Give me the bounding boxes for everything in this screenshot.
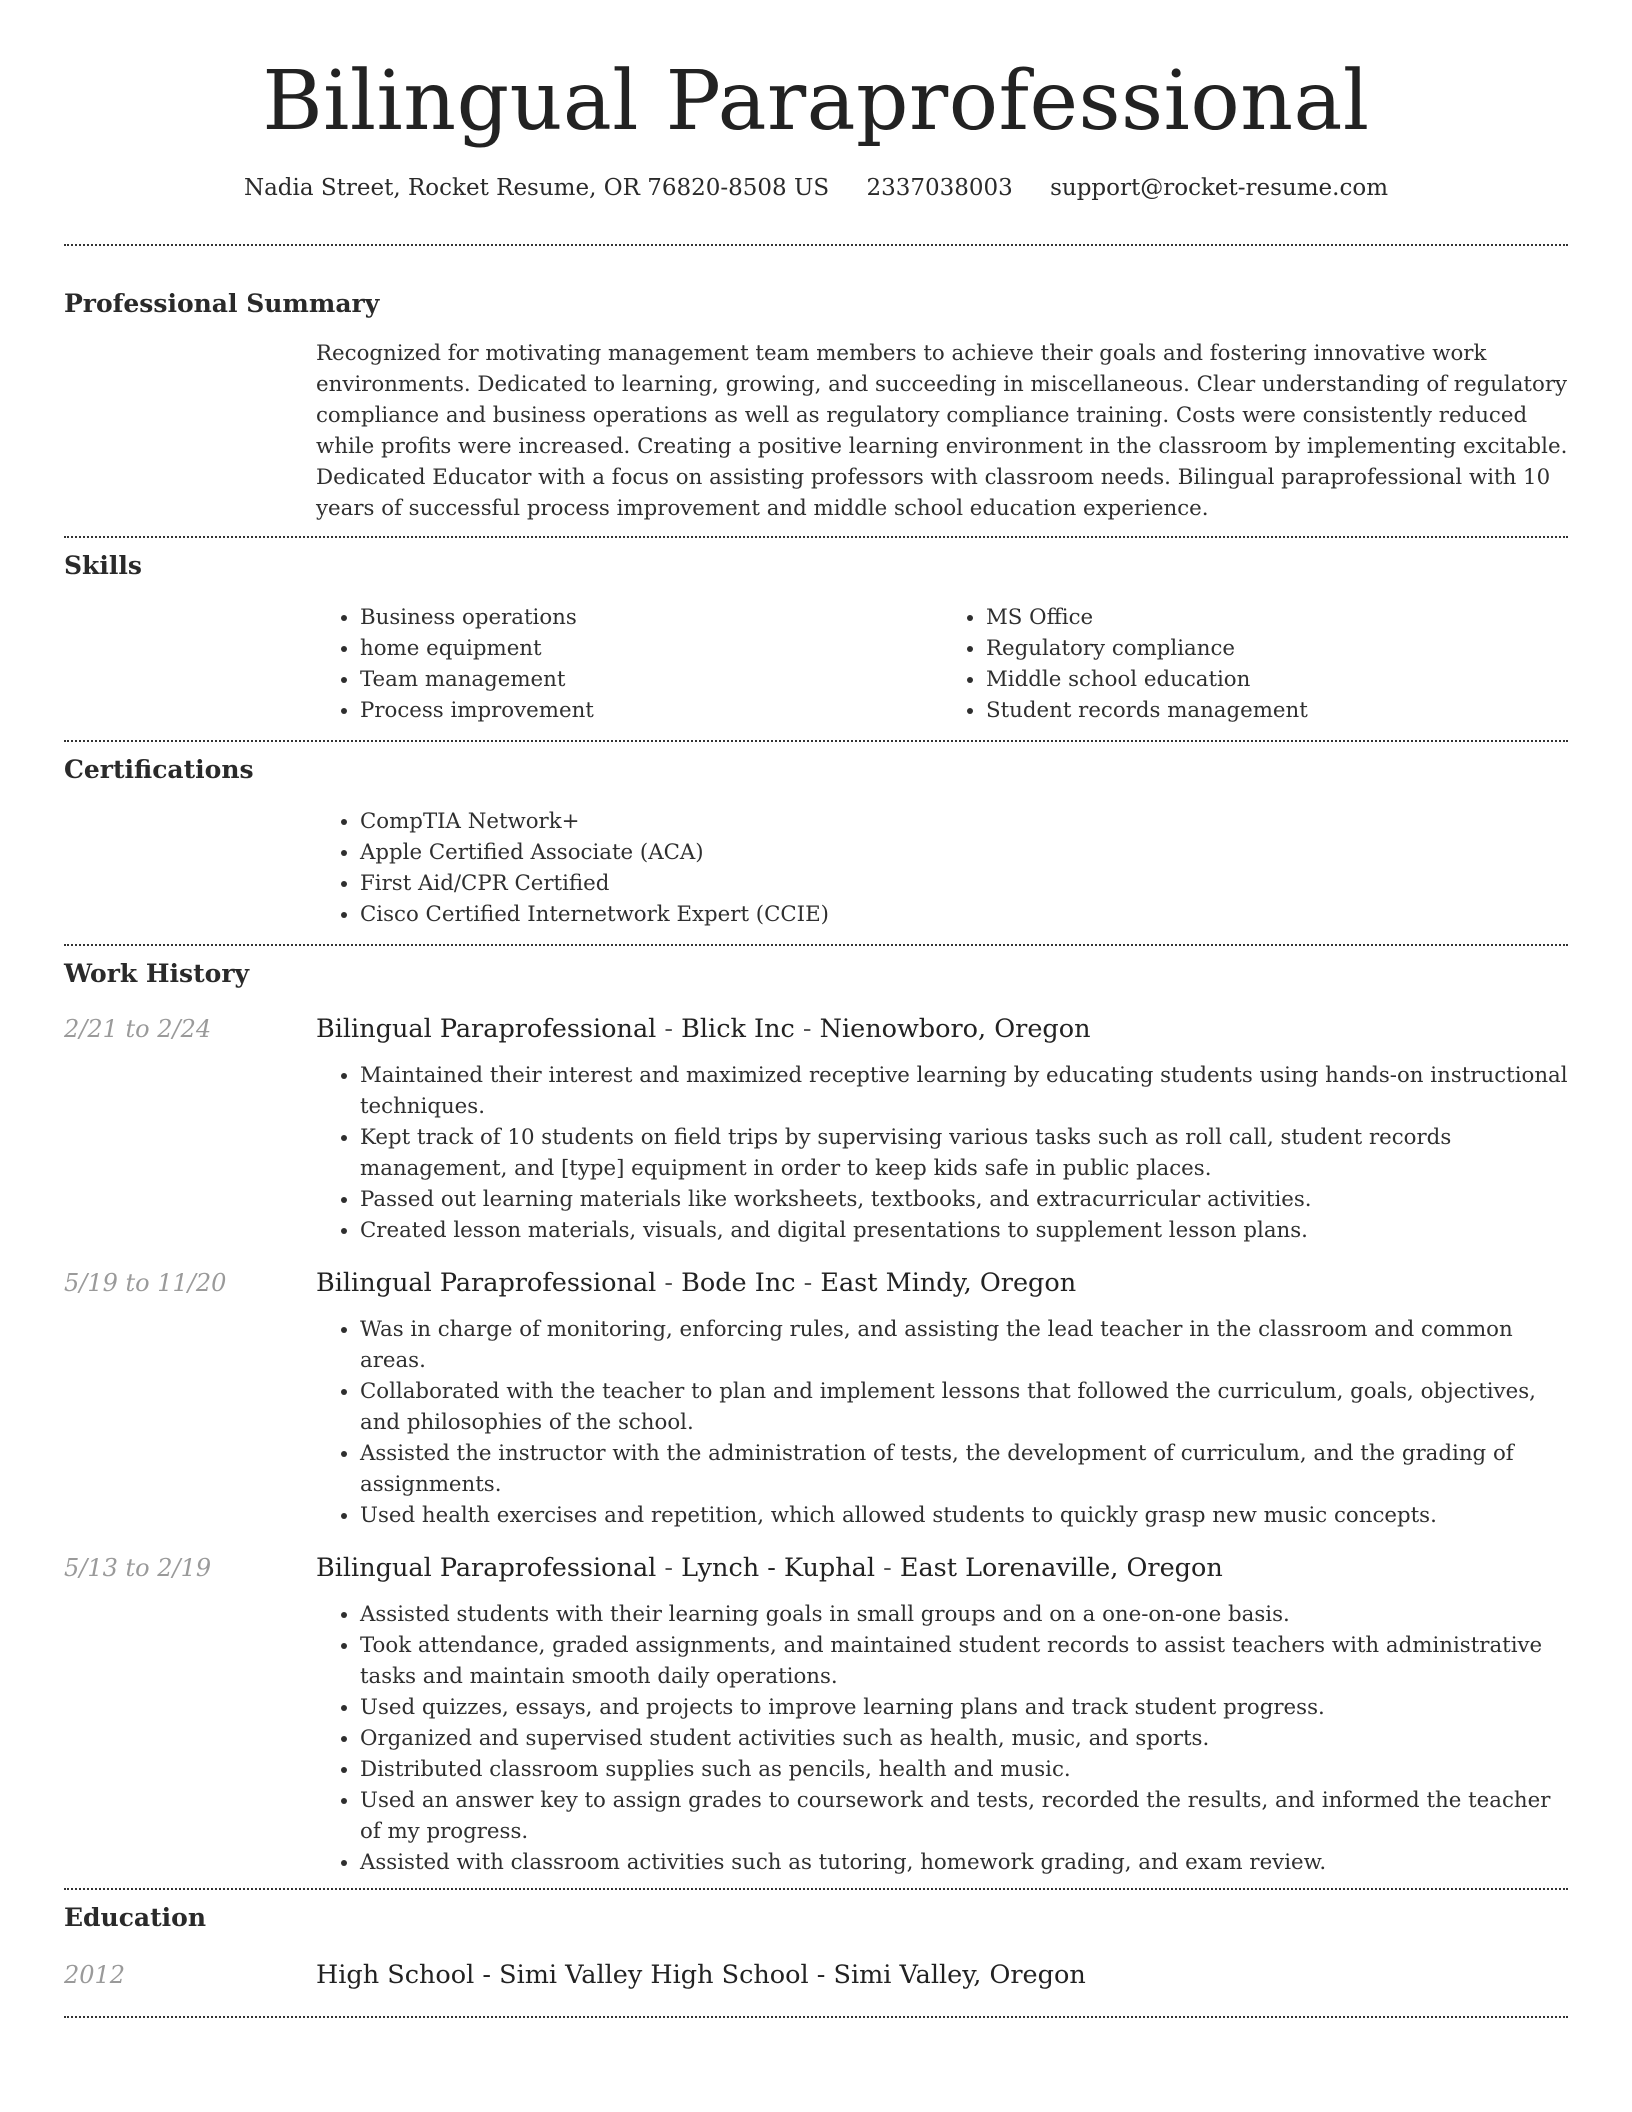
skills-section (64, 538, 1568, 740)
job-entry (64, 1551, 1568, 1878)
skills-list (316, 602, 1568, 740)
job-bullet: • Assisted the instructor with the administration of tests, the development of curriculum, and the grading of assignments. (360, 1438, 1568, 1500)
job-title-line: Bilingual Paraprofessional - Blick Inc - Nienowboro, Oregon (316, 1014, 1091, 1044)
job-bullet: • Used quizzes, essays, and projects to improve learning plans and track student progress. (360, 1692, 1568, 1723)
skills-heading: Skills (64, 551, 142, 580)
skill-item: • Team management (360, 664, 942, 695)
certification-item: • Cisco Certified Internetwork Expert (CCIE) (360, 899, 1568, 930)
job-location: Nienowboro, Oregon (819, 1014, 1091, 1044)
contact-phone: 2337038003 (866, 175, 1013, 201)
job-title: Bilingual Paraprofessional (316, 1014, 657, 1044)
job-bullet: • Took attendance, graded assignments, and maintained student records to assist teachers with administrative tasks and maintain smooth daily operations. (360, 1630, 1568, 1692)
job-bullet: • Used health exercises and repetition, which allowed students to quickly grasp new music concepts. (360, 1500, 1568, 1531)
job-location: East Mindy, Oregon (820, 1268, 1077, 1298)
divider (64, 2016, 1568, 2018)
job-bullets (316, 1314, 1568, 1531)
job-company: Bode Inc (681, 1268, 796, 1298)
contact-email: support@rocket-resume.com (1050, 175, 1389, 201)
job-location: East Lorenaville, Oregon (899, 1553, 1223, 1583)
job-bullet: • Assisted with classroom activities such as tutoring, homework grading, and exam review. (360, 1847, 1568, 1878)
job-title-line: Bilingual Paraprofessional - Lynch - Kuphal - East Lorenaville, Oregon (316, 1553, 1223, 1583)
summary-heading: Professional Summary (64, 289, 380, 318)
job-title-line: Bilingual Paraprofessional - Bode Inc - East Mindy, Oregon (316, 1268, 1077, 1298)
contact-address: Nadia Street, Rocket Resume, OR 76820-8508 US (243, 175, 830, 201)
certification-item: • CompTIA Network+ (360, 806, 1568, 837)
job-dates: 2/21 to 2/24 (64, 1015, 212, 1043)
education-section (64, 1890, 1568, 2016)
skill-item: • Business operations (360, 602, 942, 633)
contact-line (64, 172, 1568, 204)
skills-column-right (942, 602, 1568, 726)
job-entry (64, 1266, 1568, 1531)
job-bullets (316, 1599, 1568, 1878)
job-bullet: • Collaborated with the teacher to plan and implement lessons that followed the curriculum, goals, objectives, and philosophies of the school. (360, 1376, 1568, 1438)
job-dates: 5/19 to 11/20 (64, 1269, 227, 1297)
education-year: 2012 (64, 1961, 126, 1989)
skills-column-left (316, 602, 942, 726)
certification-item: • Apple Certified Associate (ACA) (360, 837, 1568, 868)
job-company: Lynch - Kuphal (681, 1553, 876, 1583)
job-bullet: • Maintained their interest and maximized receptive learning by educating students using hands-on instructional techniques. (360, 1060, 1568, 1122)
skill-item: • Student records management (986, 695, 1568, 726)
skill-item: • Process improvement (360, 695, 942, 726)
skill-item: • Regulatory compliance (986, 633, 1568, 664)
certifications-section (64, 742, 1568, 944)
skill-item: • home equipment (360, 633, 942, 664)
job-bullet: • Assisted students with their learning goals in small groups and on a one-on-one basis. (360, 1599, 1568, 1630)
job-bullet: • Created lesson materials, visuals, and digital presentations to supplement lesson plans. (360, 1215, 1568, 1246)
education-degree: High School (316, 1960, 475, 1990)
skill-item: • Middle school education (986, 664, 1568, 695)
summary-text: Recognized for motivating management team members to achieve their goals and fostering innovative work environments. Dedicated to learning, growing, and succeeding in miscellaneous. Clear understanding of regulatory compliance and business operations as well as regulatory compliance training. Costs were consistently reduced while profits were increased. Creating a positive learning environment in the classroom by implementing excitable. Dedicated Educator with a focus on assisting professors with classroom needs. Bilingual paraprofessional with 10 years of successful process improvement and middle school education experience. (316, 341, 1568, 521)
summary-section (64, 246, 1568, 536)
education-title-line: High School - Simi Valley High School - Simi Valley, Oregon (316, 1960, 1086, 1990)
education-school: Simi Valley High School (499, 1960, 809, 1990)
job-entry (64, 1012, 1568, 1246)
job-bullet: • Was in charge of monitoring, enforcing rules, and assisting the lead teacher in the classroom and common areas. (360, 1314, 1568, 1376)
job-title: Bilingual Paraprofessional (316, 1553, 657, 1583)
work-history-heading: Work History (64, 959, 250, 988)
work-history-section (64, 946, 1568, 1888)
job-company: Blick Inc (681, 1014, 795, 1044)
job-bullet: • Kept track of 10 students on field trips by supervising various tasks such as roll call, student records management, and [type] equipment in order to keep kids safe in public places. (360, 1122, 1568, 1184)
job-bullet: • Organized and supervised student activities such as health, music, and sports. (360, 1723, 1568, 1754)
job-bullet: • Distributed classroom supplies such as pencils, health and music. (360, 1754, 1568, 1785)
certification-item: • First Aid/CPR Certified (360, 868, 1568, 899)
certifications-heading: Certifications (64, 755, 254, 784)
job-bullets (316, 1060, 1568, 1246)
certifications-list (316, 806, 1568, 944)
education-entry (64, 1958, 1568, 2016)
education-heading: Education (64, 1903, 207, 1932)
skill-item: • MS Office (986, 602, 1568, 633)
job-dates: 5/13 to 2/19 (64, 1554, 212, 1582)
job-bullet: • Used an answer key to assign grades to coursework and tests, recorded the results, and informed the teacher of my progress. (360, 1785, 1568, 1847)
job-bullet: • Passed out learning materials like worksheets, textbooks, and extracurricular activities. (360, 1184, 1568, 1215)
education-location: Simi Valley, Oregon (833, 1960, 1086, 1990)
job-title: Bilingual Paraprofessional (316, 1268, 657, 1298)
resume-name: Bilingual Paraprofessional (262, 54, 1370, 149)
